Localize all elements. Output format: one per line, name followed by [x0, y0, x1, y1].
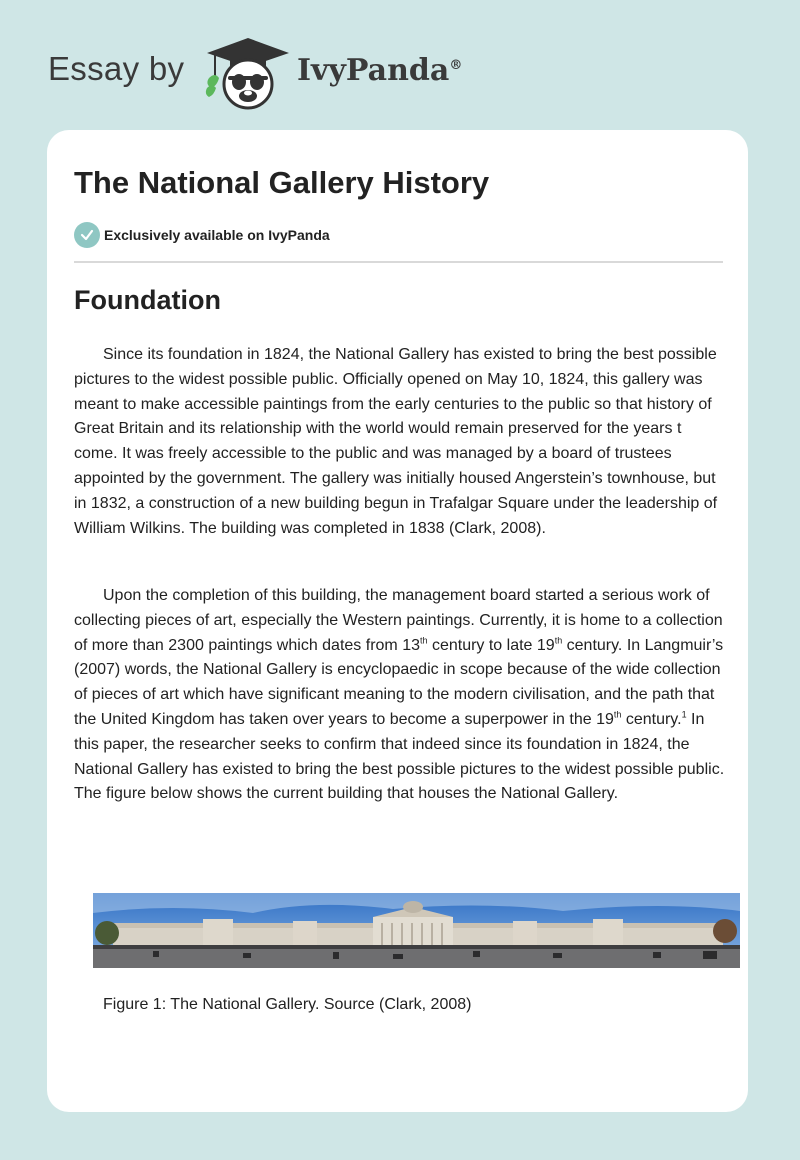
ivypanda-logo-text[interactable]: IvyPanda® [297, 53, 463, 88]
essay-card [47, 130, 748, 1112]
paragraph-2: Upon the completion of this building, the management board started a serious work of collecting pieces of art, especially the Western paintings. Currently, it is home to a collection of more than 2300 paintings which dates from 13th century to late 19th century. In Langmuir’s (2007) words, the National Gallery is encyclopaedic in scope because of the wide collection of pieces of art which have significant meaning to the modern civilisation, and the path that the United Kingdom has taken over years to become a superpower in the 19th century.$^1$ In this paper, the researcher seeks to confirm that indeed since its foundation in 1824, the National Gallery has existed to bring the best possible pictures to the widest possible public. The figure below shows the current building that houses the National Gallery. [74, 587, 725, 803]
superscript: th [419, 635, 428, 646]
paragraph-1: Since its foundation in 1824, the National Gallery has existed to bring the best possible pictures to the widest possible public. Officially opened on May 10, 1824, this gallery was meant to make accessible paintings from the early centuries to the public so that history of Great Britain and its relationship with the world would remain preserved for the years t come. It was freely accessible to the public and was managed by a board of trustees appointed by the government. The gallery was initially housed Angerstein’s townhouse, but in 1832, a construction of a new building begun in Trafalgar Square under the leadership of William Wilkins. The building was completed in 1838 (Clark, 2008). [74, 346, 718, 537]
panda-logo-icon[interactable] [203, 36, 293, 110]
checkmark-icon [74, 222, 100, 248]
national-gallery-photo [93, 893, 740, 968]
exclusive-badge-label: Exclusively available on IvyPanda [104, 227, 330, 243]
registered-mark: ® [449, 58, 463, 73]
divider [74, 261, 723, 263]
superscript: th [613, 709, 622, 720]
essay-by-label: Essay by [48, 50, 185, 87]
page-title: The National Gallery History [74, 165, 490, 200]
footnote-ref: 1 [681, 709, 687, 720]
site-header [0, 0, 800, 130]
exclusive-badge [74, 222, 330, 248]
figure-caption: Figure 1: The National Gallery. Source (Clark, 2008) [103, 996, 472, 1013]
superscript: th [554, 635, 563, 646]
section-heading: Foundation [74, 285, 221, 315]
